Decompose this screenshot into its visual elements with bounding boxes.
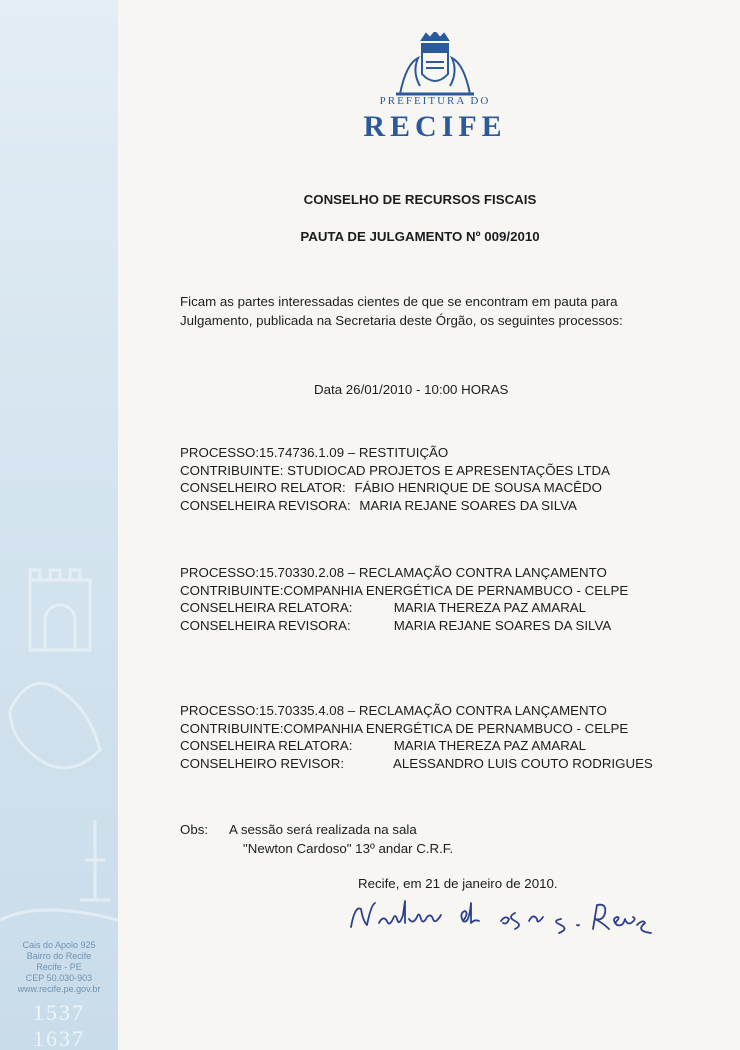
process-reviewer [180,755,653,773]
rapporteur-name: FÁBIO HENRIQUE DE SOUSA MACÊDO [354,480,602,496]
reviewer-label: CONSELHEIRO REVISOR: [180,755,345,771]
obs-line: "Newton Cardoso" 13º andar C.R.F. [243,841,454,856]
process-number: PROCESSO:15.70330.2.08 – RECLAMAÇÃO CONTRA LANÇAMENTO [180,565,607,580]
process-rapporteur [180,479,610,497]
process-entry [180,564,628,634]
process-taxpayer: CONTRIBUINTE: STUDIOCAD PROJETOS E APRESENTAÇÕES LTDA [180,462,610,478]
letterhead-sidebar [0,0,118,1050]
reviewer-name: MARIA REJANE SOARES DA SILVA [359,497,577,513]
year-label: 1537 [33,1000,85,1025]
process-rapporteur [180,737,653,755]
document-subheading: PAUTA DE JULGAMENTO Nº 009/2010 [300,229,540,244]
process-number: PROCESSO:15.74736.1.09 – RESTITUIÇÃO [180,445,449,460]
reviewer-name: ALESSANDRO LUIS COUTO RODRIGUES [392,755,653,771]
document-heading: CONSELHO DE RECURSOS FISCAIS [303,192,537,207]
process-number: PROCESSO:15.70335.4.08 – RECLAMAÇÃO CONTRA LANÇAMENTO [180,703,607,718]
address-line: Bairro do Recife [26,951,92,961]
process-reviewer [180,497,610,515]
intro-line: Ficam as partes interessadas cientes de que se encontram em pauta para [180,294,618,309]
brand-subtitle: PREFEITURA DO [379,95,491,107]
brand-title: RECIFE [363,110,507,143]
obs-label: Obs: [180,822,209,837]
rapporteur-label: CONSELHEIRA RELATORA: [180,600,353,616]
reviewer-label: CONSELHEIRA REVISORA: [180,617,351,633]
rapporteur-name: MARIA THEREZA PAZ AMARAL [393,600,587,616]
address-line: Cais do Apolo 925 [22,940,96,950]
rapporteur-label: CONSELHEIRO RELATOR: [180,480,346,496]
process-reviewer [180,617,628,635]
intro-line: Julgamento, publicada na Secretaria deste Órgão, os seguintes processos: [180,313,623,328]
reviewer-label: CONSELHEIRA REVISORA: [180,497,351,513]
handwritten-signature [345,895,665,940]
address-line: CEP 50.030-903 [25,973,93,983]
rapporteur-label: CONSELHEIRA RELATORA: [180,738,353,754]
letterhead-address [4,940,114,995]
process-entry [180,444,610,514]
process-taxpayer: CONTRIBUINTE:COMPANHIA ENERGÉTICA DE PERNAMBUCO - CELPE [180,582,629,598]
process-taxpayer: CONTRIBUINTE:COMPANHIA ENERGÉTICA DE PERNAMBUCO - CELPE [180,720,629,736]
process-rapporteur [180,599,628,617]
coat-of-arms-icon [392,32,478,102]
process-entry [180,702,653,772]
address-line: www.recife.pe.gov.br [17,984,101,994]
address-line: Recife - PE [36,962,82,972]
session-date: Data 26/01/2010 - 10:00 HORAS [314,382,509,397]
reviewer-name: MARIA REJANE SOARES DA SILVA [393,617,612,633]
letterhead-years [4,1000,114,1050]
year-label: 1637 [33,1026,85,1050]
city-watermark-icon [0,560,118,960]
rapporteur-name: MARIA THEREZA PAZ AMARAL [393,738,587,754]
closing-place-date: Recife, em 21 de janeiro de 2010. [358,876,558,891]
obs-line: A sessão será realizada na sala [229,822,417,837]
